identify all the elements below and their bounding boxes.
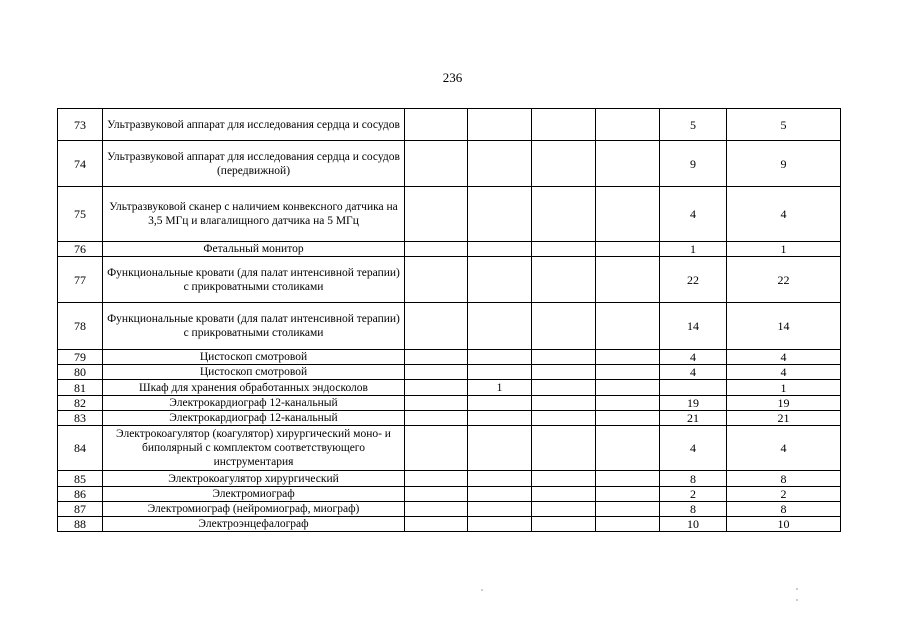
quantity-col-2: [468, 242, 532, 257]
quantity-col-5: 9: [660, 141, 727, 187]
quantity-col-4: [596, 411, 660, 426]
quantity-col-5: [660, 380, 727, 396]
quantity-col-4: [596, 303, 660, 350]
equipment-table: [57, 108, 841, 532]
row-number: 81: [58, 380, 103, 396]
table-row: [58, 242, 841, 257]
scan-speck: [481, 589, 483, 591]
quantity-col-5: 10: [660, 517, 727, 532]
quantity-total: 22: [727, 257, 841, 303]
quantity-col-4: [596, 426, 660, 471]
quantity-col-3: [532, 365, 596, 380]
quantity-col-3: [532, 242, 596, 257]
item-name: Цистоскоп смотровой: [103, 365, 405, 380]
quantity-col-5: 14: [660, 303, 727, 350]
quantity-col-4: [596, 242, 660, 257]
table-row: [58, 303, 841, 350]
quantity-col-3: [532, 257, 596, 303]
quantity-col-5: 4: [660, 350, 727, 365]
table-row: [58, 380, 841, 396]
quantity-col-1: [405, 365, 468, 380]
quantity-total: 8: [727, 502, 841, 517]
quantity-col-2: [468, 109, 532, 141]
quantity-total: 1: [727, 380, 841, 396]
quantity-col-4: [596, 471, 660, 487]
row-number: 82: [58, 396, 103, 411]
item-name: Электроэнцефалограф: [103, 517, 405, 532]
table-row: [58, 471, 841, 487]
quantity-col-1: [405, 141, 468, 187]
table-row: [58, 350, 841, 365]
quantity-total: 9: [727, 141, 841, 187]
quantity-col-2: [468, 502, 532, 517]
row-number: 83: [58, 411, 103, 426]
quantity-col-1: [405, 303, 468, 350]
quantity-col-2: [468, 187, 532, 242]
item-name: Функциональные кровати (для палат интенсивной терапии) с прикроватными столиками: [103, 303, 405, 350]
item-name: Электрокардиограф 12-канальный: [103, 396, 405, 411]
table-row: [58, 502, 841, 517]
quantity-col-4: [596, 487, 660, 502]
row-number: 77: [58, 257, 103, 303]
quantity-col-3: [532, 502, 596, 517]
table-row: [58, 187, 841, 242]
row-number: 88: [58, 517, 103, 532]
quantity-col-2: [468, 257, 532, 303]
quantity-col-4: [596, 365, 660, 380]
quantity-total: 19: [727, 396, 841, 411]
quantity-col-4: [596, 350, 660, 365]
quantity-col-2: [468, 471, 532, 487]
quantity-col-2: [468, 411, 532, 426]
quantity-total: 8: [727, 471, 841, 487]
quantity-col-3: [532, 187, 596, 242]
row-number: 79: [58, 350, 103, 365]
quantity-col-3: [532, 411, 596, 426]
item-name: Электромиограф (нейромиограф, миограф): [103, 502, 405, 517]
row-number: 78: [58, 303, 103, 350]
item-name: Электрокоагулятор хирургический: [103, 471, 405, 487]
quantity-col-3: [532, 517, 596, 532]
quantity-col-2: 1: [468, 380, 532, 396]
quantity-col-1: [405, 350, 468, 365]
row-number: 85: [58, 471, 103, 487]
quantity-total: 10: [727, 517, 841, 532]
quantity-col-3: [532, 141, 596, 187]
row-number: 76: [58, 242, 103, 257]
quantity-total: 1: [727, 242, 841, 257]
table-row: [58, 141, 841, 187]
item-name: Ультразвуковой сканер с наличием конвексного датчика на 3,5 МГц и влагалищного датчика на 5 МГц: [103, 187, 405, 242]
scan-speck: [796, 588, 798, 590]
quantity-col-5: 1: [660, 242, 727, 257]
table-row: [58, 109, 841, 141]
quantity-col-3: [532, 350, 596, 365]
quantity-col-5: 4: [660, 426, 727, 471]
table-row: [58, 426, 841, 471]
quantity-total: 5: [727, 109, 841, 141]
quantity-col-1: [405, 187, 468, 242]
item-name: Функциональные кровати (для палат интенсивной терапии) с прикроватными столиками: [103, 257, 405, 303]
quantity-col-2: [468, 396, 532, 411]
quantity-total: 4: [727, 350, 841, 365]
row-number: 87: [58, 502, 103, 517]
quantity-col-5: 4: [660, 187, 727, 242]
quantity-col-3: [532, 380, 596, 396]
quantity-col-5: 19: [660, 396, 727, 411]
quantity-col-3: [532, 426, 596, 471]
quantity-col-4: [596, 517, 660, 532]
quantity-col-4: [596, 141, 660, 187]
quantity-col-4: [596, 380, 660, 396]
quantity-col-5: 22: [660, 257, 727, 303]
quantity-col-2: [468, 517, 532, 532]
quantity-col-5: 8: [660, 471, 727, 487]
quantity-col-3: [532, 396, 596, 411]
quantity-col-1: [405, 426, 468, 471]
quantity-col-1: [405, 487, 468, 502]
quantity-col-1: [405, 471, 468, 487]
quantity-col-4: [596, 257, 660, 303]
quantity-total: 21: [727, 411, 841, 426]
quantity-col-3: [532, 303, 596, 350]
quantity-col-5: 21: [660, 411, 727, 426]
item-name: Ультразвуковой аппарат для исследования сердца и сосудов (передвижной): [103, 141, 405, 187]
page-number: 236: [442, 70, 463, 85]
quantity-col-3: [532, 109, 596, 141]
quantity-col-5: 5: [660, 109, 727, 141]
quantity-total: 14: [727, 303, 841, 350]
table-row: [58, 365, 841, 380]
quantity-col-1: [405, 502, 468, 517]
item-name: Ультразвуковой аппарат для исследования сердца и сосудов: [103, 109, 405, 141]
quantity-total: 4: [727, 426, 841, 471]
quantity-col-2: [468, 426, 532, 471]
item-name: Фетальный монитор: [103, 242, 405, 257]
row-number: 80: [58, 365, 103, 380]
quantity-col-4: [596, 502, 660, 517]
item-name: Электрокардиограф 12-канальный: [103, 411, 405, 426]
quantity-col-3: [532, 487, 596, 502]
table-body: [58, 109, 841, 532]
row-number: 86: [58, 487, 103, 502]
quantity-col-1: [405, 109, 468, 141]
table-row: [58, 396, 841, 411]
row-number: 84: [58, 426, 103, 471]
quantity-col-2: [468, 350, 532, 365]
item-name: Электромиограф: [103, 487, 405, 502]
quantity-col-5: 4: [660, 365, 727, 380]
quantity-col-3: [532, 471, 596, 487]
quantity-total: 4: [727, 187, 841, 242]
quantity-col-1: [405, 242, 468, 257]
table-row: [58, 517, 841, 532]
item-name: Цистоскоп смотровой: [103, 350, 405, 365]
item-name: Электрокоагулятор (коагулятор) хирургический моно- и биполярный с комплектом соответствующего инструментария: [103, 426, 405, 471]
quantity-col-2: [468, 303, 532, 350]
quantity-col-1: [405, 257, 468, 303]
quantity-col-1: [405, 380, 468, 396]
quantity-col-4: [596, 109, 660, 141]
quantity-total: 4: [727, 365, 841, 380]
table-row: [58, 411, 841, 426]
quantity-col-5: 8: [660, 502, 727, 517]
quantity-col-5: 2: [660, 487, 727, 502]
table-row: [58, 257, 841, 303]
quantity-col-1: [405, 517, 468, 532]
quantity-total: 2: [727, 487, 841, 502]
quantity-col-4: [596, 396, 660, 411]
row-number: 75: [58, 187, 103, 242]
quantity-col-2: [468, 141, 532, 187]
quantity-col-2: [468, 487, 532, 502]
item-name: Шкаф для хранения обработанных эндосколов: [103, 380, 405, 396]
quantity-col-2: [468, 365, 532, 380]
row-number: 73: [58, 109, 103, 141]
quantity-col-1: [405, 396, 468, 411]
table-row: [58, 487, 841, 502]
scan-speck: [796, 599, 798, 601]
quantity-col-4: [596, 187, 660, 242]
quantity-col-1: [405, 411, 468, 426]
row-number: 74: [58, 141, 103, 187]
